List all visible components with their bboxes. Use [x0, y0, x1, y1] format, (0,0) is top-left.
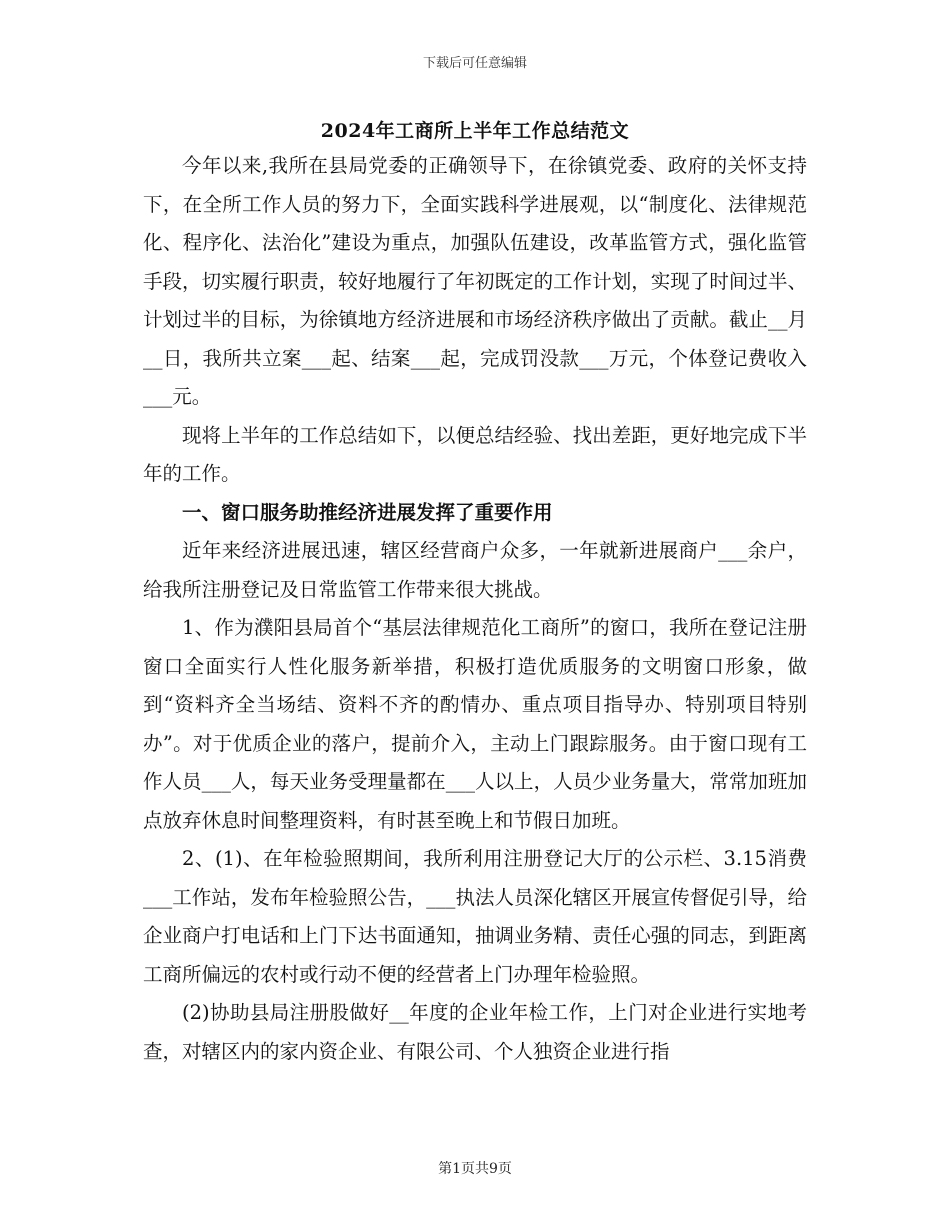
paragraph-item-2: 2、(1)、在年检验照期间，我所利用注册登记大厅的公示栏、3.15消费___工作站，发布年检验照公告，___执法人员深化辖区开展宣传督促引导，给企业商户打电话和上门下达书面通知，抽调业务精、责任心强的同志，到距离工商所偏远的农村或行动不便的经营者上门办理年检验照。	[143, 847, 807, 986]
paragraph-summary-intro: 现将上半年的工作总结如下，以便总结经验、找出差距，更好地完成下半年的工作。	[143, 423, 807, 485]
paragraph-item-1: 1、作为濮阳县局首个“基层法律规范化工商所”的窗口，我所在登记注册窗口全面实行人性化服务新举措，积极打造优质服务的文明窗口形象，做到“资料齐全当场结、资料不齐的酌情办、重点项目指导办、特别项目特别办”。对于优质企业的落户，提前介入，主动上门跟踪服务。由于窗口现有工作人员___人，每天业务受理量都在___人以上，人员少业务量大，常常加班加点放弃休息时间整理资料，有时甚至晚上和节假日加班。	[143, 616, 807, 832]
paragraph-item-2-sub2: (2)协助县局注册股做好__年度的企业年检工作，上门对企业进行实地考查，对辖区内的家内资企业、有限公司、个人独资企业进行指	[143, 1001, 807, 1063]
page-header-note: 下载后可任意编辑	[422, 56, 527, 71]
page-footer-number: 第1页共9页	[438, 1161, 512, 1177]
document-body	[143, 147, 807, 1071]
paragraph-section1-intro: 近年来经济进展迅速，辖区经营商户众多，一年就新进展商户___余户，给我所注册登记及日常监管工作带来很大挑战。	[143, 539, 807, 601]
section-heading-1: 一、窗口服务助推经济进展发挥了重要作用	[182, 500, 553, 524]
paragraph-intro: 今年以来,我所在县局党委的正确领导下，在徐镇党委、政府的关怀支持下，在全所工作人员的努力下，全面实践科学进展观，以“制度化、法律规范化、程序化、法治化”建设为重点，加强队伍建设，改革监管方式，强化监管手段，切实履行职责，较好地履行了年初既定的工作计划，实现了时间过半、计划过半的目标，为徐镇地方经济进展和市场经济秩序做出了贡献。截止__月__日，我所共立案___起、结案___起，完成罚没款___万元，个体登记费收入___元。	[143, 154, 807, 408]
document-title: 2024年工商所上半年工作总结范文	[320, 120, 630, 142]
